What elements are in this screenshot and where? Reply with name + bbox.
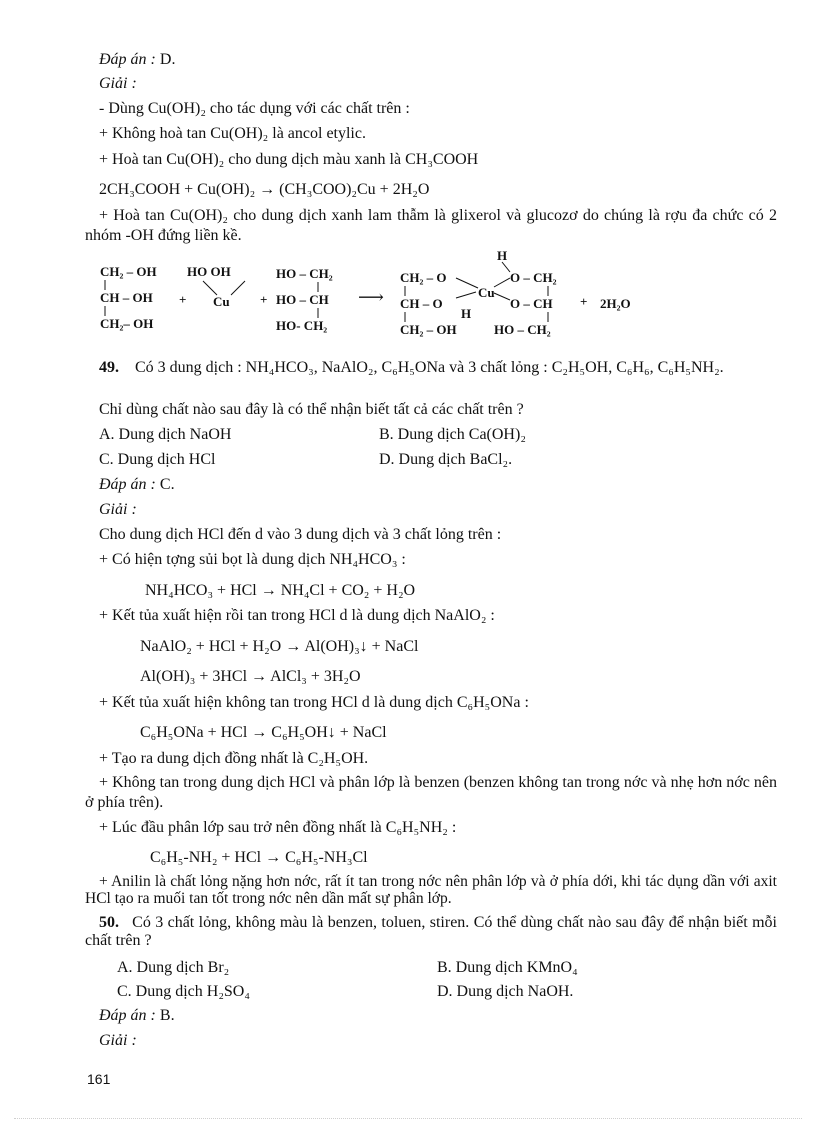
option-a: A. Dung dịch NaOH — [99, 426, 232, 443]
page-number: 161 — [87, 1071, 111, 1087]
equation: C₆H₅ONa + HCl → C₆H₅OH↓ + NaCl — [140, 724, 387, 741]
option-d: D. Dung dịch NaOH. — [437, 983, 574, 1000]
answer-value: C. — [159, 476, 175, 493]
question-number: 49. — [99, 359, 119, 376]
question-49-stem — [85, 358, 777, 378]
glycerol2-line: HO – CH — [276, 292, 329, 307]
option-c: C. Dung dịch HCl — [99, 451, 216, 468]
answer-line-q48 — [99, 50, 175, 70]
plus-sign: + — [260, 292, 268, 307]
equation: Al(OH)₃ + 3HCl → AlCl₃ + 3H₂O — [140, 668, 361, 685]
text-paragraph: + Hoà tan Cu(OH)₂ cho dung dịch xanh lam thẫm là glixerol và glucozơ do chúng là rợu đa chức có 2 nhóm -OH đứng liền kề. — [85, 207, 777, 244]
question-number: 50. — [99, 914, 119, 931]
text-line: Cho dung dịch HCl đến d vào 3 dung dịch và 3 chất lỏng trên : — [99, 526, 502, 543]
answer-label: Đáp án : — [99, 1007, 156, 1024]
complex-left-bonds — [400, 284, 420, 324]
complex-h-mid: H — [461, 306, 472, 321]
text-line: + Kết tủa xuất hiện rồi tan trong HCl d là dung dịch NaAlO₂ : — [99, 607, 495, 624]
answer-line-q50 — [99, 1006, 175, 1026]
text-line: + Không hoà tan Cu(OH)₂ là ancol etylic. — [99, 125, 366, 142]
option-b: B. Dung dịch Ca(OH)₂ — [379, 426, 526, 443]
equation: 2CH₃COOH + Cu(OH)₂ → (CH₃COO)₂Cu + 2H₂O — [99, 181, 430, 198]
cuoh2-cu: Cu — [213, 294, 230, 309]
complex-cu: Cu — [478, 285, 495, 300]
glycerol-line: CH₂– OH — [100, 316, 154, 331]
water-product: 2H₂O — [600, 296, 631, 311]
page-bottom-divider — [14, 1118, 802, 1119]
question-50-stem — [85, 914, 777, 950]
text-line: + Tạo ra dung dịch đồng nhất là C₂H₅OH. — [99, 750, 369, 767]
cuoh2-bonds — [195, 280, 255, 300]
option-d: D. Dung dịch BaCl₂. — [379, 451, 513, 468]
complex-left-line: CH – O — [400, 296, 443, 311]
complex-right-line: O – CH₂ — [510, 270, 557, 285]
answer-label: Đáp án : — [99, 476, 156, 493]
question-prompt: Chỉ dùng chất nào sau đây là có thể nhận biết tất cả các chất trên ? — [99, 401, 524, 418]
answer-value: D. — [159, 51, 176, 68]
plus-sign: + — [179, 292, 187, 307]
glycerol-line: CH₂ – OH — [100, 264, 157, 279]
glycerol2-bonds — [310, 280, 330, 320]
glycerol-bonds — [100, 278, 120, 318]
text-line: - Dùng Cu(OH)₂ cho tác dụng với các chất trên : — [99, 100, 410, 117]
complex-right-line: O – CH — [510, 296, 553, 311]
text-paragraph: + Không tan trong dung dịch HCl và phân lớp là benzen (benzen không tan trong nớc và nhẹ hơn nớc nên ở phía trên). — [85, 774, 777, 811]
glycerol-line: CH – OH — [100, 290, 153, 305]
option-b: B. Dung dịch KMnO₄ — [437, 959, 578, 976]
text-line: + Kết tủa xuất hiện không tan trong HCl d là dung dịch C₆H₅ONa : — [99, 694, 529, 711]
text-line: + Có hiện tợng sủi bọt là dung dịch NH₄HCO₃ : — [99, 551, 406, 568]
complex-left-line: CH₂ – OH — [400, 322, 457, 337]
reaction-arrow: ⟶ — [358, 287, 384, 307]
answer-label: Đáp án : — [99, 51, 156, 68]
solution-label: Giải : — [99, 1032, 137, 1049]
answer-value: B. — [159, 1007, 175, 1024]
cuoh2-top: HO OH — [187, 264, 231, 279]
solution-label: Giải : — [99, 501, 137, 518]
solution-label: Giải : — [99, 75, 137, 92]
complex-h-top: H — [497, 248, 508, 263]
option-a: A. Dung dịch Br₂ — [117, 959, 230, 976]
plus-sign: + — [580, 294, 588, 309]
question-text: Có 3 chất lỏng, không màu là benzen, toluen, stiren. Có thể dùng chất nào sau đây để nhận biết mỗi chất trên ? — [85, 914, 778, 949]
equation: NaAlO₂ + HCl + H₂O → Al(OH)₃↓ + NaCl — [140, 638, 419, 655]
question-text: Có 3 dung dịch : NH₄HCO₃, NaAlO₂, C₆H₅ONa và 3 chất lỏng : C₂H₅OH, C₆H₆, C₆H₅NH₂. — [135, 359, 724, 376]
option-c: C. Dung dịch H₂SO₄ — [117, 983, 250, 1000]
text-paragraph: + Anilin là chất lỏng nặng hơn nớc, rất ít tan trong nớc nên phân lớp và ở phía dới, khi tác dụng dần với axit HCl tạo ra muối tan tốt trong nớc nên dần mất sự phân lớp. — [85, 873, 777, 907]
equation: NH₄HCO₃ + HCl → NH₄Cl + CO₂ + H₂O — [145, 582, 416, 599]
complex-right-bonds — [540, 284, 560, 324]
glycerol2-line: HO- CH₂ — [276, 318, 328, 333]
equation: C₆H₅-NH₂ + HCl → C₆H₅-NH₃Cl — [150, 849, 368, 866]
complex-right-line: HO – CH₂ — [494, 322, 551, 337]
answer-line-q49 — [99, 475, 175, 495]
text-line: + Hoà tan Cu(OH)₂ cho dung dịch màu xanh là CH₃COOH — [99, 151, 479, 168]
complex-left-line: CH₂ – O — [400, 270, 447, 285]
glycerol2-line: HO – CH₂ — [276, 266, 333, 281]
text-line: + Lúc đầu phân lớp sau trở nên đồng nhất là C₆H₅NH₂ : — [99, 819, 457, 836]
